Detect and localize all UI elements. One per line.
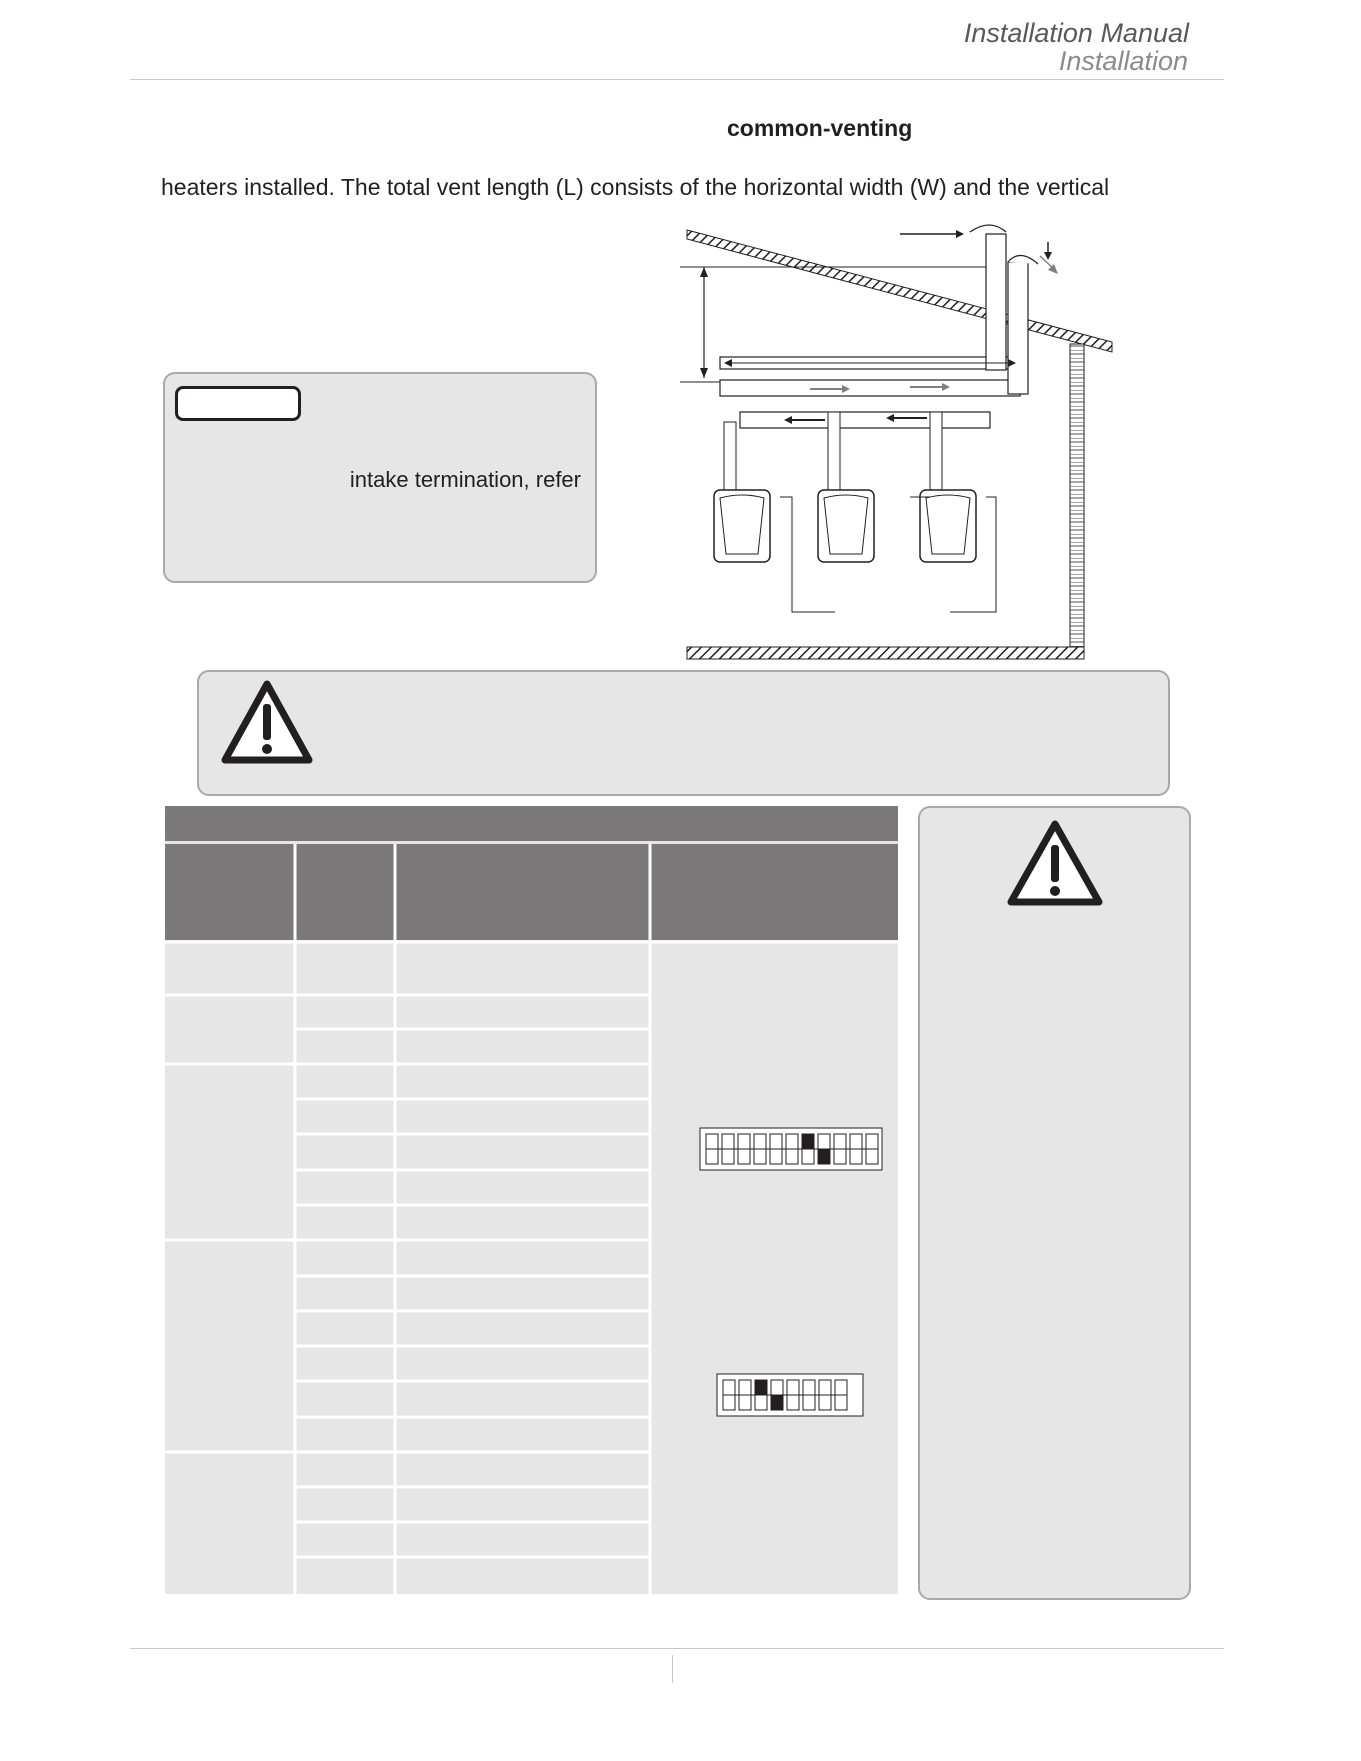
water-heater-2 [818, 412, 874, 562]
water-heater-3 [920, 412, 976, 562]
note-text-fragment: intake termination, refer [349, 467, 581, 492]
side-warning-box [918, 806, 1191, 1600]
warning-box [197, 670, 1170, 796]
table-title-bar [165, 806, 898, 841]
dip-switch-icon [700, 1128, 882, 1170]
water-heater-1 [714, 422, 770, 562]
note-box [163, 372, 597, 583]
bold-text-fragment: common-venting [727, 115, 913, 141]
body-text-line: heaters installed. The total vent length (L) consists of the horizontal width (W) and the vertical [161, 174, 1110, 200]
footer-divider [130, 1648, 1224, 1649]
header-divider [130, 79, 1224, 80]
common-vent-diagram [680, 222, 1122, 664]
note-tag-icon [175, 386, 301, 421]
manual-title: Installation Manual [963, 18, 1189, 48]
section-title: Installation [1058, 46, 1188, 76]
footer-separator [672, 1655, 673, 1683]
table-header-row [165, 844, 898, 940]
warning-triangle-icon [1007, 820, 1103, 906]
warning-triangle-icon [221, 680, 313, 764]
dip-switch-icon [717, 1374, 863, 1416]
venting-table [165, 806, 898, 1594]
